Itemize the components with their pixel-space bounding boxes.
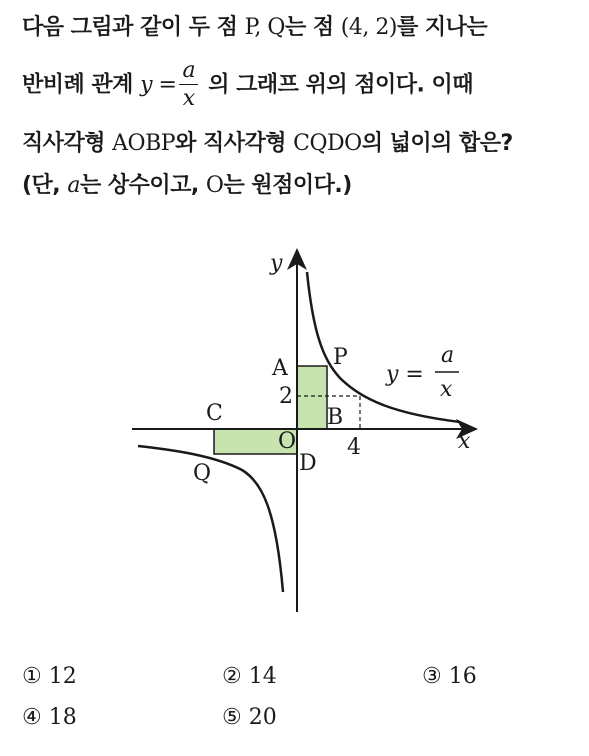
choice-mark: ① — [22, 664, 42, 689]
origin-o: O — [205, 173, 224, 198]
choice-value: 12 — [48, 664, 77, 689]
text: 의 그래프 위의 점이다. 이때 — [201, 72, 474, 98]
choice-mark: ② — [222, 664, 242, 689]
choice-value: 16 — [448, 664, 477, 689]
text: 는 점 — [284, 15, 341, 40]
label-b: B — [327, 405, 344, 430]
text: 다음 그림과 같이 두 점 — [22, 15, 245, 40]
label-y-axis: y — [270, 251, 283, 276]
label-four: 4 — [347, 435, 361, 460]
text: 와 직사각형 — [175, 131, 294, 156]
equation-den: x — [440, 377, 453, 402]
choice-value: 14 — [248, 664, 277, 689]
equation-lhs: y = — [140, 72, 177, 98]
choice-1[interactable] — [22, 664, 77, 689]
text: 의 넓이의 합은? — [361, 131, 513, 156]
label-d: D — [299, 451, 317, 476]
choice-2[interactable] — [222, 664, 277, 689]
choice-mark: ⑤ — [222, 705, 242, 730]
rect-aobp: AOBP — [112, 131, 176, 156]
hyperbola-branch-first-quadrant — [307, 272, 460, 422]
label-c: C — [206, 401, 223, 426]
choice-3[interactable] — [422, 664, 477, 689]
label-p: P — [333, 345, 348, 370]
equation-num: a — [441, 343, 455, 368]
choice-mark: ④ — [22, 705, 42, 730]
rect-cqdo: CQDO — [293, 131, 362, 156]
text: 는 상수이고, — [79, 173, 206, 198]
label-a: A — [272, 356, 288, 381]
rect-aobp — [297, 366, 327, 429]
choice-mark: ③ — [422, 664, 442, 689]
equation-lhs: y = — [386, 362, 424, 387]
choice-5[interactable] — [222, 705, 277, 730]
var-a: a — [67, 173, 80, 198]
choice-value: 20 — [248, 705, 277, 730]
points-pq: P, Q — [244, 15, 285, 40]
label-q: Q — [193, 461, 212, 486]
text: 는 원점이다.) — [223, 173, 352, 198]
text: 를 지나는 — [396, 15, 488, 40]
fraction-denominator: x — [182, 86, 195, 111]
label-two: 2 — [279, 384, 293, 409]
label-x-axis: x — [458, 429, 471, 454]
fraction-numerator: a — [179, 58, 198, 85]
text: 직사각형 — [22, 131, 113, 156]
choice-4[interactable] — [22, 705, 77, 730]
choice-value: 18 — [48, 705, 77, 730]
text: 반비례 관계 — [22, 72, 141, 98]
point-coords: (4, 2) — [340, 15, 397, 40]
label-o: O — [278, 429, 297, 454]
text: (단, — [22, 173, 68, 198]
